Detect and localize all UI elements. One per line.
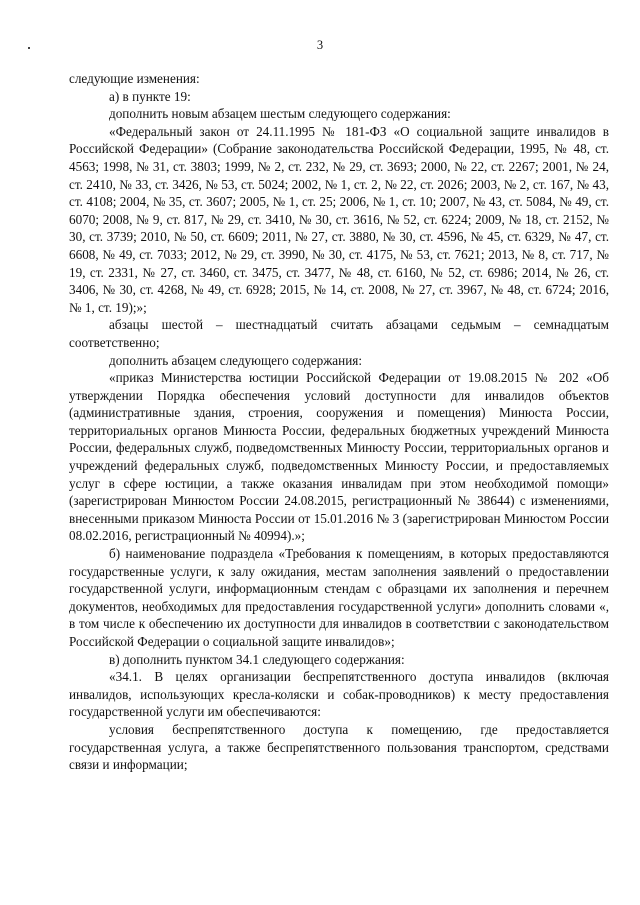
paragraph-34-1: «34.1. В целях организации беспрепятственного доступа инвалидов (включая инвалидов, использующих кресла-коляски и собак-проводников) к месту предоставления государственной услуги им обеспечиваются: — [69, 669, 609, 720]
paragraph-intro: следующие изменения: — [69, 71, 200, 86]
paragraph-add-sixth: дополнить новым абзацем шестым следующего содержания: — [109, 106, 451, 122]
paragraph-item-b: б) наименование подраздела «Требования к помещениям, в которых предоставляются государственные услуги, к залу ожидания, местам заполнения заявлений о предоставлении государственной услуги, информационным стендам с образцами их заполнения и перечнем документов, необходимых для предоставления государственной услуги» дополнить словами «, в том числе к обеспечению их доступности для инвалидов в соответствии с законодательством Российской Федерации о социальной защите инвалидов»; — [69, 546, 609, 649]
paragraph-item-c: в) дополнить пунктом 34.1 следующего содержания: — [109, 651, 405, 667]
paragraph-federal-law: «Федеральный закон от 24.11.1995 № 181-ФЗ «О социальной защите инвалидов в Российской Федерации» (Собрание законодательства Российской Федерации, 1995, № 48, ст. 4563; 1998, № 31, ст. 3803; 1999, № 2, ст. 232, № 29, ст. 3693; 2000, № 22, ст. 2267; 2001, № 24, ст. 2410, № 33, ст. 3426, № 53, ст. 5024; 2002, № 1, ст. 2, № 22, ст. 2026; 2003, № 2, ст. 167, № 43, ст. 4108; 2004, № 35, ст. 3607; 2005, № 1, ст. 25; 2006, № 1, ст. 10; 2007, № 43, ст. 5084, № 49, ст. 6070; 2008, № 9, ст. 817, № 29, ст. 3410, № 30, ст. 3616, № 52, ст. 6224; 2009, № 18, ст. 2152, № 30, ст. 3739; 2010, № 50, ст. 6609; 2011, № 27, ст. 3880, № 30, ст. 4596, № 45, ст. 6329, № 47, ст. 6608, № 49, ст. 7033; 2012, № 29, ст. 3990, № 30, ст. 4175, № 53, ст. 7621; 2013, № 8, ст. 717, № 19, ст. 2331, № 27, ст. 3460, ст. 3475, ст. 3477, № 48, ст. 6160, № 52, ст. 6986; 2014, № 26, ст. 3406, № 30, ст. 4268, № 49, ст. 6928; 2015, № 14, ст. 2008, № 27, ст. 3967, № 48, ст. 6724; 2016, № 1, ст. 19);»; — [69, 123, 609, 315]
paragraph-access-conditions: условия беспрепятственного доступа к помещению, где предоставляется государственная услуга, а также беспрепятственного пользования транспортом, средствами связи и информации; — [69, 721, 609, 773]
paragraph-item-a: а) в пункте 19: — [109, 88, 191, 104]
paragraph-ministry-order: «приказ Министерства юстиции Российской Федерации от 19.08.2015 № 202 «Об утверждении Порядка обеспечения условий доступности для инвалидов объектов (административные здания, строения, сооружения и помещения) Минюста России, территориальных органов Минюста России, федеральных бюджетных учреждений Минюста России, федеральных служб, подведомственных Минюсту России, территориальных органов и учреждений федеральных служб, подведомственных Минюсту России, и предоставляемых услуг в сфере юстиции, а также оказания инвалидам при этом необходимой помощи» (зарегистрирован Минюстом России 24.08.2015, регистрационный № 38644) с изменениями, внесенными приказом Минюста России от 15.01.2016 № 3 (зарегистрирован Минюстом России 08.02.2016, регистрационный № 40994).»; — [69, 370, 609, 544]
paragraph-add-paragraph: дополнить абзацем следующего содержания: — [109, 352, 363, 368]
page-number: 3 — [316, 38, 324, 52]
document-body — [69, 70, 609, 774]
paragraph-renumber: абзацы шестой – шестнадцатый считать абзацами седьмым – семнадцатым соответственно; — [69, 317, 609, 350]
